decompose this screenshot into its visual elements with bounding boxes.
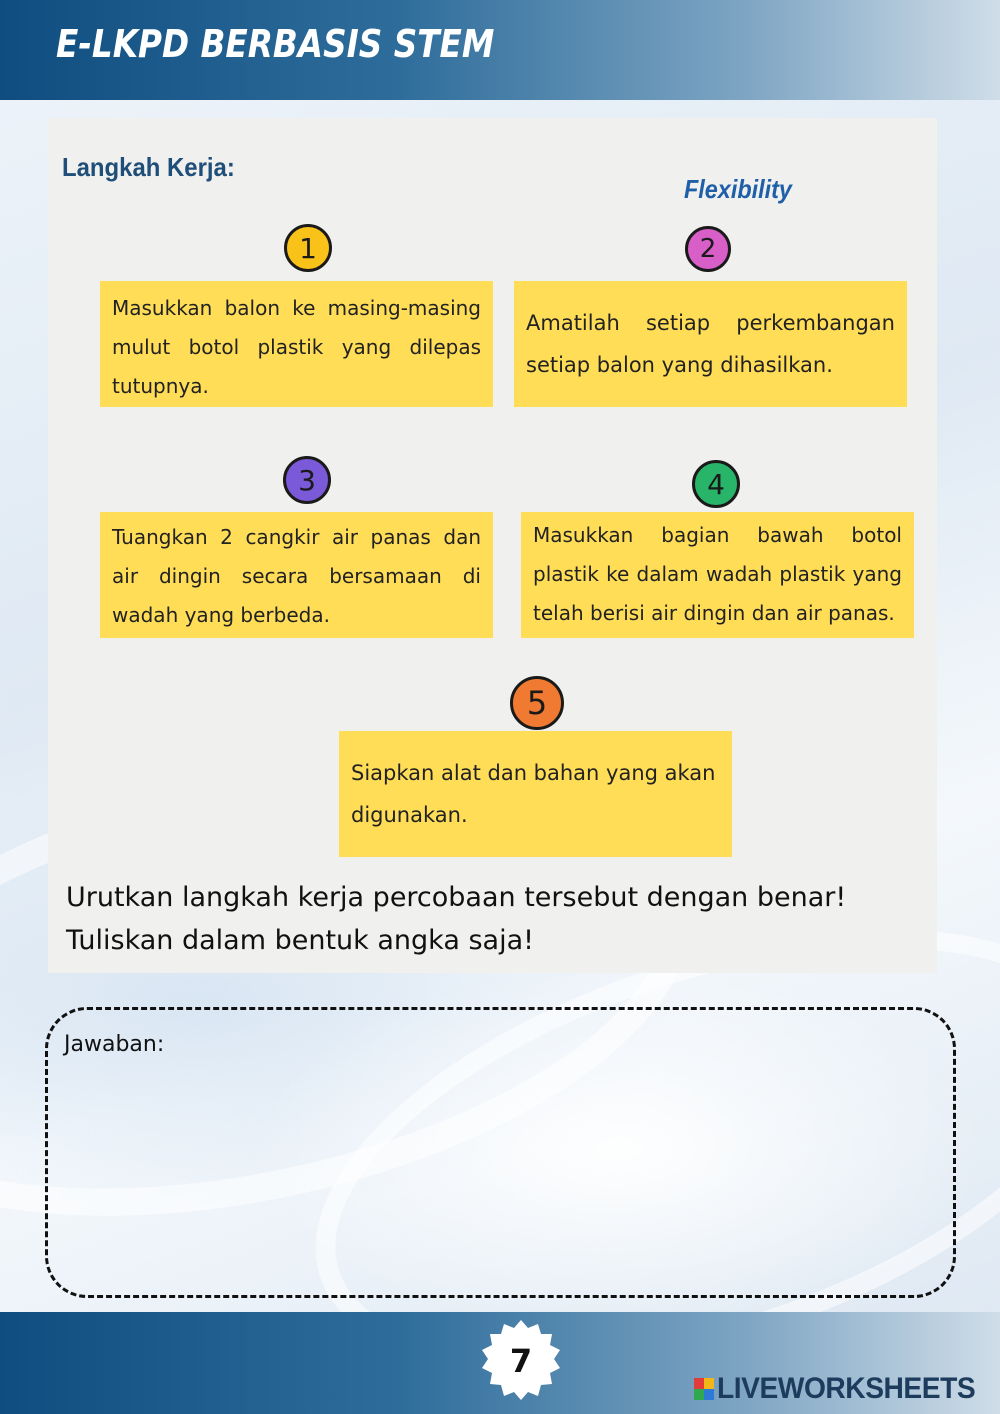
step-number-badge: 3 [283,456,331,504]
answer-label: Jawaban: [64,1032,165,1057]
step-card: Amatilah setiap perkembangan setiap balon yang dihasilkan. [514,281,907,407]
page-title: E-LKPD BERBASIS STEM [56,22,495,66]
instruction-line: Urutkan langkah kerja percobaan tersebut dengan benar! [66,882,847,913]
liveworksheets-logo [694,1374,992,1404]
page-number: 7 [509,1342,533,1380]
step-number-badge: 1 [284,224,332,272]
flexibility-tag: Flexibility [684,174,792,204]
step-card: Tuangkan 2 cangkir air panas dan air dingin secara bersamaan di wadah yang berbeda. [100,512,493,638]
step-card: Masukkan balon ke masing-masing mulut botol plastik yang dilepas tutupnya. [100,281,493,407]
step-card: Masukkan bagian bawah botol plastik ke dalam wadah plastik yang telah berisi air dingin dan air panas. [521,512,914,638]
steps-heading: Langkah Kerja: [62,152,235,182]
step-card: Siapkan alat dan bahan yang akan digunakan. [339,731,732,857]
page-header [0,0,1000,100]
liveworksheets-logo-icon [694,1378,714,1400]
task-instruction [66,876,926,962]
answer-box [45,1007,956,1298]
instruction-line: Tuliskan dalam bentuk angka saja! [66,925,534,956]
step-number-badge: 5 [510,676,564,730]
step-number-badge: 2 [685,226,731,272]
brand-name: LIVEWORKSHEETS [717,1372,976,1405]
step-number-badge: 4 [692,460,740,508]
answer-input[interactable] [64,1070,923,1271]
